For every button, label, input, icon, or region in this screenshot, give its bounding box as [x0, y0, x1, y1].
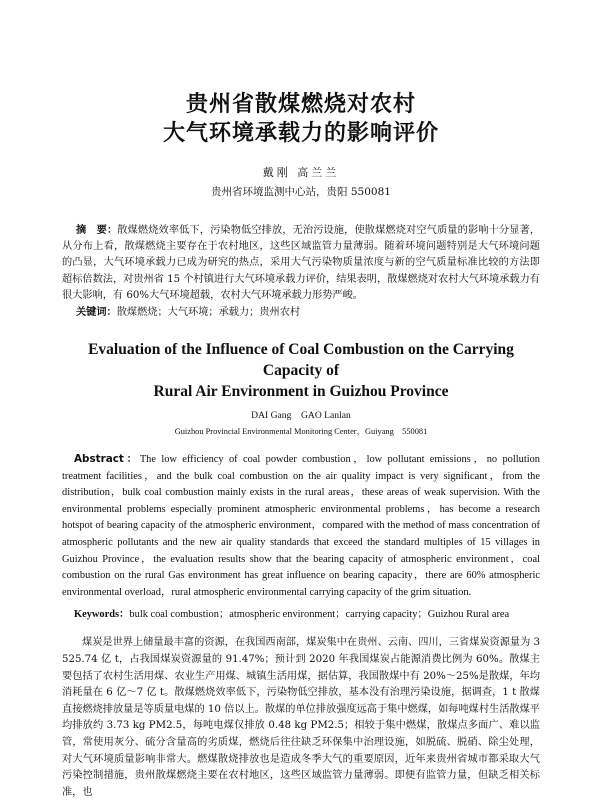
keywords-en [62, 607, 540, 623]
abstract-en [62, 451, 540, 601]
keywords-en-text: bulk coal combustion；atmospheric environment；carrying capacity；Guizhou Rural area [129, 609, 510, 621]
abstract-cn-label: 摘 要： [76, 225, 118, 236]
authors-cn: 戴刚 高兰兰 [262, 166, 340, 179]
affiliation-cn: 贵州省环境监测中心站，贵阳 550081 [211, 186, 391, 198]
authors-en: DAI Gang GAO Lanlan [251, 410, 351, 422]
keywords-cn [62, 305, 540, 321]
abstract-cn [62, 223, 540, 304]
title-cn-line1: 贵州省散煤燃烧对农村 [185, 92, 416, 117]
keywords-cn-label: 关键词： [76, 307, 117, 319]
keywords-cn-text: 散煤燃烧；大气环境；承载力；贵州农村 [116, 307, 301, 319]
title-en-line2: Rural Air Environment in Guizhou Province [153, 383, 449, 401]
abstract-en-label: Abstract： [74, 453, 140, 466]
keywords-en-label: Keywords： [74, 609, 130, 621]
affiliation-en: Guizhou Provincial Environmental Monitoring Center，Guiyang 550081 [174, 427, 428, 437]
abstract-en-text: The low efficiency of coal powder combustion，low pollutant emissions，no pollution treatment facilities，and the bulk coal combustion on the air quality impact is very significant，from the distribution，bulk coal combustion mainly exists in the rural areas，these areas of weak supervision. With the environmental problems especially prominent atmospheric environmental problems，has become a research hotspot of bearing capacity of the atmospheric environment，compared with the method of mass concentration of atmospheric pollutants and the new air quality standards that exceed the standard multiples of 15 villages in Guizhou Province，the evaluation results show that the bearing capacity of atmospheric environment，coal combustion on the rural Gas environment has great influence on bearing capacity，there are 60% atmospheric environmental overload，rural atmospheric environmental carrying capacity of the grim situation. [62, 454, 540, 598]
body-paragraph: 煤炭是世界上储量最丰富的资源，在我国西南部，煤炭集中在贵州、云南、四川，三省煤炭资源量为 3 525.74 亿 t，占我国煤炭资源量的 91.47%；预计到 2020 年我国煤炭占能源消费比例为 60%。散煤主要包括了农村生活用煤、农业生产用煤、城镇生活用煤，据估算，我国散煤中有 20%～25%是散煤，年均消耗量在 6 亿～7 亿 t。散煤燃烧效率低下，污染物低空排放，基本没有治理污染设施，据调查，1 t 散煤直接燃烧排放量是等质量电煤的 10 倍以上。散煤的单位排放强度远高于集中燃煤，如每吨煤村生活散煤平均排放约 3.73 kg PM2.5，每吨电煤仅排放 0.48 kg PM2.5；相较于集中燃煤，散煤点多面广、难以监管，常使用灰分、硫分含量高的劣质煤，燃烧后往往缺乏环保集中治理设施，如脱硫、脱硝、除尘处理，对大气环境质量影响非常大。燃煤散烧排放也是造成冬季大气的重要原因，近年来贵州省城市都采取大气污染控制措施，贵州散煤燃烧主要在农村地区，这些区域监管力量薄弱。即便有监管力量，但缺乏相关标准，也 [62, 637, 540, 798]
title-cn-line2: 大气环境承载力的影响评价 [162, 121, 439, 146]
abstract-cn-text: 散煤燃烧效率低下，污染物低空排放，无治污设施，使散煤燃烧对空气质量的影响十分显著，从分布上看，散煤燃烧主要存在于农村地区，这些区域监管力量薄弱。随着环境问题特别是大气环境问题的凸显，大气环境承载力已成为研究的热点，采用大气污染物质量浓度与新的空气质量标准比较的方法即超标倍数法，对贵州省 15 个村镇进行大气环境承载力评价，结果表明，散煤燃烧对农村大气环境承载力有很大影响，有 60%大气环境超载，农村大气环境承载力形势严峻。 [62, 225, 541, 301]
title-en-line1: Evaluation of the Influence of Coal Combustion on the Carrying Capacity of [88, 341, 514, 380]
title-en [62, 339, 540, 402]
